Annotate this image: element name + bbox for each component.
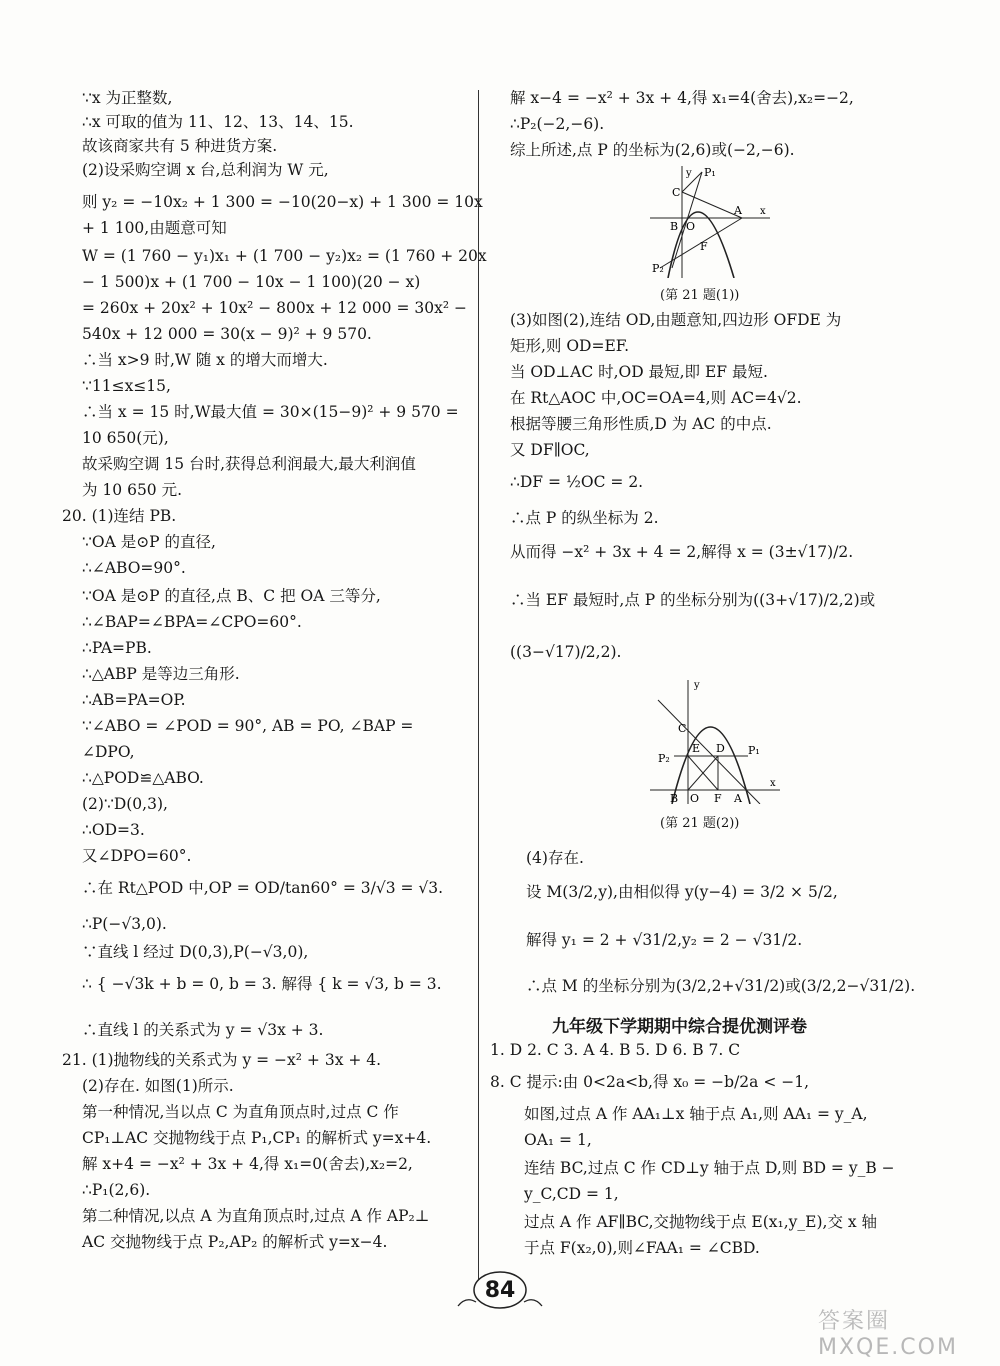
text-line: ∵OA 是⊙P 的直径,点 B、C 把 OA 三等分, — [82, 587, 381, 605]
watermark: 答案圈 MXQE.COM — [818, 1309, 958, 1360]
text-line: (2)∵D(0,3), — [82, 795, 168, 813]
text-line: ∵直线 l 经过 D(0,3),P(−√3,0), — [82, 943, 309, 961]
text-line: ∴直线 l 的关系式为 y = √3x + 3. — [82, 1021, 324, 1039]
text-line: ∴P₁(2,6). — [82, 1181, 151, 1199]
fig2-label: y — [694, 680, 700, 691]
text-line: 于点 F(x₂,0),则∠FAA₁ = ∠CBD. — [524, 1239, 760, 1257]
text-line: ∴ { −√3k + b = 0, b = 3. 解得 { k = √3, b = 3. — [82, 975, 442, 993]
text-line: CP₁⊥AC 交抛物线于点 P₁,CP₁ 的解析式 y=x+4. — [82, 1129, 432, 1147]
text-line: 8. C 提示:由 0<2a<b,得 x₀ = −b/2a < −1, — [490, 1073, 810, 1091]
text-line: 第一种情况,当以点 C 为直角顶点时,过点 C 作 — [82, 1103, 399, 1121]
text-line: 解得 y₁ = 2 + √31/2,y₂ = 2 − √31/2. — [526, 931, 803, 949]
text-line: ∴PA=PB. — [82, 639, 152, 657]
text-line: ∴OD=3. — [82, 821, 145, 839]
figure-21-1 — [650, 166, 770, 278]
text-line: ∴当 x = 15 时,W最大值 = 30×(15−9)² + 9 570 = — [82, 403, 459, 421]
text-line: ∴DF = ½OC = 2. — [510, 473, 644, 491]
fig1-label: O — [686, 220, 696, 233]
text-line: = 260x + 20x² + 10x² − 800x + 12 000 = 30x² − — [82, 299, 467, 317]
text-line: 第二种情况,以点 A 为直角顶点时,过点 A 作 AP₂⊥ — [82, 1207, 430, 1225]
text-line: ∴x 可取的值为 11、12、13、14、15. — [82, 113, 354, 131]
figure-caption: (第 21 题(2)) — [660, 816, 740, 831]
text-line: 10 650(元), — [82, 429, 169, 447]
fig1-label: C — [672, 186, 681, 199]
text-line: 设 M(3/2,y),由相似得 y(y−4) = 3/2 × 5/2, — [526, 883, 838, 901]
fig2-label: C — [678, 722, 687, 735]
fig2-label: P₁ — [748, 744, 760, 757]
text-line: ∴点 M 的坐标分别为(3/2,2+√31/2)或(3/2,2−√31/2). — [526, 977, 916, 995]
text-line: (4)存在. — [526, 849, 584, 867]
fig1-label: y — [686, 168, 692, 179]
fig2-label: P₂ — [658, 752, 670, 765]
text-line: 连结 BC,过点 C 作 CD⊥y 轴于点 D,则 BD = y_B − — [524, 1159, 895, 1177]
text-line: ∴∠ABO=90°. — [82, 559, 186, 577]
fig1-label: P₂ — [652, 262, 664, 275]
text-line: 综上所述,点 P 的坐标为(2,6)或(−2,−6). — [510, 141, 795, 159]
text-line: 矩形,则 OD=EF. — [510, 337, 630, 355]
text-line: ∴△ABP 是等边三角形. — [82, 665, 240, 683]
text-line: ∴△POD≌△ABO. — [82, 769, 204, 787]
fig1-label: A — [734, 204, 742, 217]
text-line: (3)如图(2),连结 OD,由题意知,四边形 OFDE 为 — [510, 311, 842, 329]
question-20: 20. (1)连结 PB. — [62, 507, 177, 525]
text-line: 过点 A 作 AF∥BC,交抛物线于点 E(x₁,y_E),交 x 轴 — [524, 1213, 878, 1231]
column-divider — [478, 90, 479, 1280]
text-line: ∴P(−√3,0). — [82, 915, 167, 933]
text-line: (2)设采购空调 x 台,总利润为 W 元, — [82, 161, 329, 179]
text-line: − 1 500)x + (1 700 − 10x − 1 100)(20 − x) — [82, 273, 421, 291]
fig2-label: D — [716, 742, 725, 755]
text-line: y_C,CD = 1, — [524, 1185, 619, 1203]
text-line: ∴P₂(−2,−6). — [510, 115, 605, 133]
text-line: ∵11≤x≤15, — [82, 377, 171, 395]
text-line: 在 Rt△AOC 中,OC=OA=4,则 AC=4√2. — [510, 389, 802, 407]
text-line: OA₁ = 1, — [524, 1131, 592, 1149]
text-line: ∴当 EF 最短时,点 P 的坐标分别为((3+√17)/2,2)或 — [510, 591, 876, 609]
text-line: ∴当 x>9 时,W 随 x 的增大而增大. — [82, 351, 328, 369]
text-line: ∠DPO, — [82, 743, 135, 761]
text-line: 解 x−4 = −x² + 3x + 4,得 x₁=4(舍去),x₂=−2, — [510, 89, 854, 107]
text-line: ∴∠BAP=∠BPA=∠CPO=60°. — [82, 613, 302, 631]
text-line: 则 y₂ = −10x₂ + 1 300 = −10(20−x) + 1 300 = 10x — [82, 193, 483, 211]
question-21: 21. (1)抛物线的关系式为 y = −x² + 3x + 4. — [62, 1051, 382, 1069]
text-line: 故采购空调 15 台时,获得总利润最大,最大利润值 — [82, 455, 416, 473]
text-line: ∴点 P 的纵坐标为 2. — [510, 509, 659, 527]
text-line: 又∠DPO=60°. — [82, 847, 192, 865]
figure-caption: (第 21 题(1)) — [660, 288, 740, 303]
fig2-label: A — [734, 792, 742, 804]
fig2-label: B — [670, 792, 679, 804]
fig1-label: x — [760, 206, 766, 217]
text-line: 又 DF∥OC, — [510, 441, 590, 459]
text-line: 如图,过点 A 作 AA₁⊥x 轴于点 A₁,则 AA₁ = y_A, — [524, 1105, 868, 1123]
text-line: ∵x 为正整数, — [82, 89, 173, 107]
text-line: 解 x+4 = −x² + 3x + 4,得 x₁=0(舍去),x₂=2, — [82, 1155, 413, 1173]
fig2-label: O — [690, 792, 700, 804]
text-line: 当 OD⊥AC 时,OD 最短,即 EF 最短. — [510, 363, 768, 381]
text-line: ∵OA 是⊙P 的直径, — [82, 533, 216, 551]
text-line: 从而得 −x² + 3x + 4 = 2,解得 x = (3±√17)/2. — [510, 543, 854, 561]
text-line: 根据等腰三角形性质,D 为 AC 的中点. — [510, 415, 772, 433]
fig1-label: B — [670, 220, 679, 233]
fig2-label: E — [692, 742, 701, 755]
figure-21-2 — [650, 680, 780, 804]
text-line: ∵∠ABO = ∠POD = 90°, AB = PO, ∠BAP = — [82, 717, 414, 735]
text-line: 为 10 650 元. — [82, 481, 183, 499]
page-number: 84 — [484, 1278, 516, 1303]
text-line: ∴AB=PA=OP. — [82, 691, 186, 709]
text-line: (2)存在. 如图(1)所示. — [82, 1077, 234, 1095]
fig2-label: F — [714, 792, 722, 804]
text-line: + 1 100,由题意可知 — [82, 219, 227, 237]
text-line: W = (1 760 − y₁)x₁ + (1 700 − y₂)x₂ = (1 760 + 20x — [82, 247, 487, 265]
text-line: 故该商家共有 5 种进货方案. — [82, 137, 278, 155]
text-line: 1. D 2. C 3. A 4. B 5. D 6. B 7. C — [490, 1041, 741, 1059]
text-line: ∴在 Rt△POD 中,OP = OD/tan60° = 3/√3 = √3. — [82, 879, 444, 897]
text-line: 540x + 12 000 = 30(x − 9)² + 9 570. — [82, 325, 372, 343]
text-line: ((3−√17)/2,2). — [510, 643, 622, 661]
text-line: AC 交抛物线于点 P₂,AP₂ 的解析式 y=x−4. — [82, 1233, 388, 1251]
fig1-label: P₁ — [704, 166, 716, 179]
fig1-label: F — [700, 240, 708, 253]
section-title: 九年级下学期期中综合提优测评卷 — [552, 1017, 807, 1037]
line-ca — [658, 700, 760, 804]
fig2-label: x — [770, 778, 776, 789]
